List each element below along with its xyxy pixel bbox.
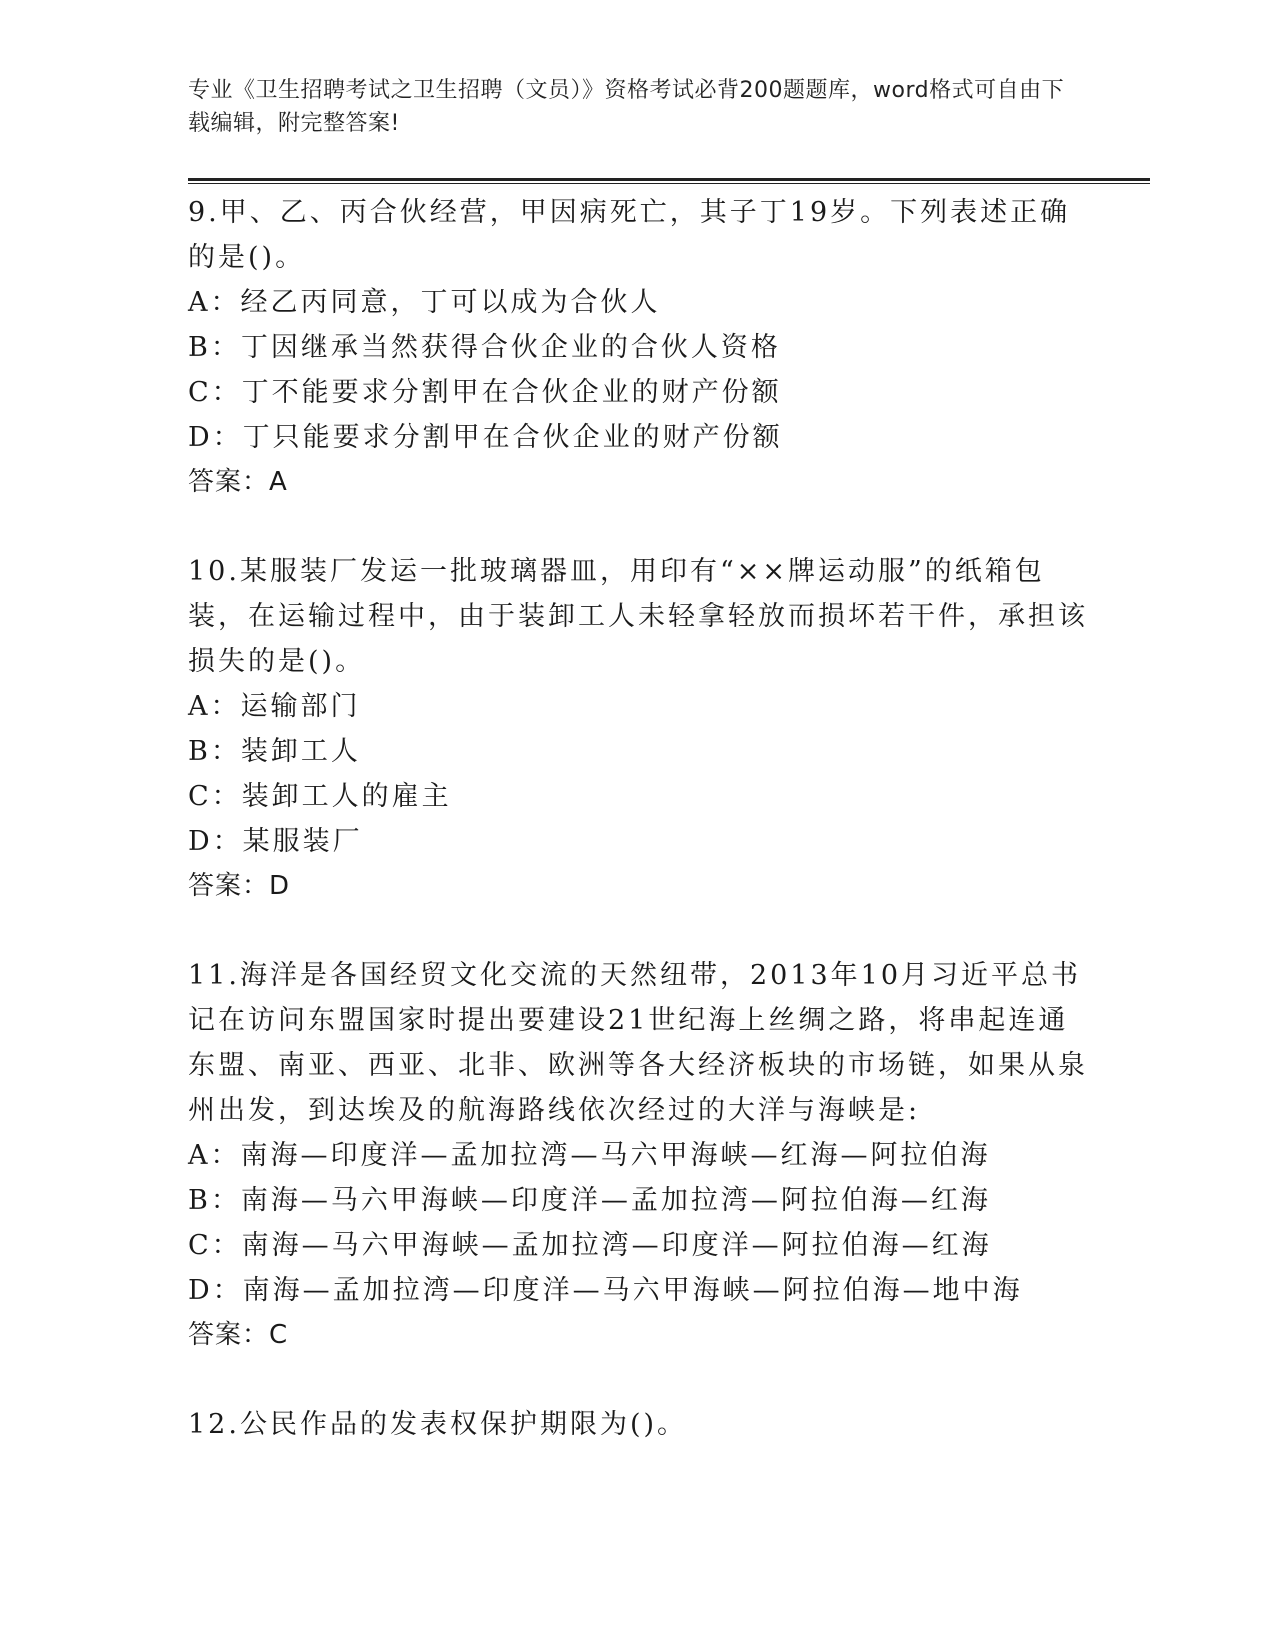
option-c: C：装卸工人的雇主 <box>188 781 452 812</box>
header-divider-thin <box>188 183 1150 184</box>
question-9 <box>188 190 1088 505</box>
option-d: D：丁只能要求分割甲在合伙企业的财产份额 <box>188 422 783 453</box>
option-a: A：经乙丙同意，丁可以成为合伙人 <box>188 287 661 318</box>
option-a: A：运输部门 <box>188 691 361 722</box>
answer: 答案：D <box>188 871 291 901</box>
option-c: C：南海—马六甲海峡—孟加拉湾—印度洋—阿拉伯海—红海 <box>188 1230 992 1261</box>
question-list <box>188 190 1088 1491</box>
answer: 答案：A <box>188 467 288 497</box>
option-b: B：装卸工人 <box>188 736 361 767</box>
option-d: D：南海—孟加拉湾—印度洋—马六甲海峡—阿拉伯海—地中海 <box>188 1275 1023 1306</box>
question-10 <box>188 549 1088 909</box>
option-b: B：南海—马六甲海峡—印度洋—孟加拉湾—阿拉伯海—红海 <box>188 1185 991 1216</box>
header-divider-thick <box>188 178 1150 181</box>
option-c: C：丁不能要求分割甲在合伙企业的财产份额 <box>188 377 782 408</box>
question-stem: 9.甲、乙、丙合伙经营，甲因病死亡，其子丁19岁。下列表述正确的是()。 <box>188 197 1071 273</box>
option-a: A：南海—印度洋—孟加拉湾—马六甲海峡—红海—阿拉伯海 <box>188 1140 991 1171</box>
question-stem: 11.海洋是各国经贸文化交流的天然纽带，2013年10月习近平总书记在访问东盟国家时提出要建设21世纪海上丝绸之路，将串起连通东盟、南亚、西亚、北非、欧洲等各大经济板块的市场链，如果从泉州出发，到达埃及的航海路线依次经过的大洋与海峡是: <box>188 960 1088 1126</box>
question-11 <box>188 953 1088 1358</box>
answer: 答案：C <box>188 1320 289 1350</box>
page-header: 专业《卫生招聘考试之卫生招聘（文员）》资格考试必背200题题库，word格式可自由下载编辑，附完整答案! <box>188 78 1065 136</box>
question-stem: 12.公民作品的发表权保护期限为()。 <box>188 1409 688 1440</box>
question-stem: 10.某服装厂发运一批玻璃器皿，用印有“××牌运动服”的纸箱包装，在运输过程中，由于装卸工人未轻拿轻放而损坏若干件，承担该损失的是()。 <box>188 556 1088 677</box>
option-b: B：丁因继承当然获得合伙企业的合伙人资格 <box>188 332 781 363</box>
option-d: D：某服装厂 <box>188 826 363 857</box>
question-12 <box>188 1402 1088 1447</box>
